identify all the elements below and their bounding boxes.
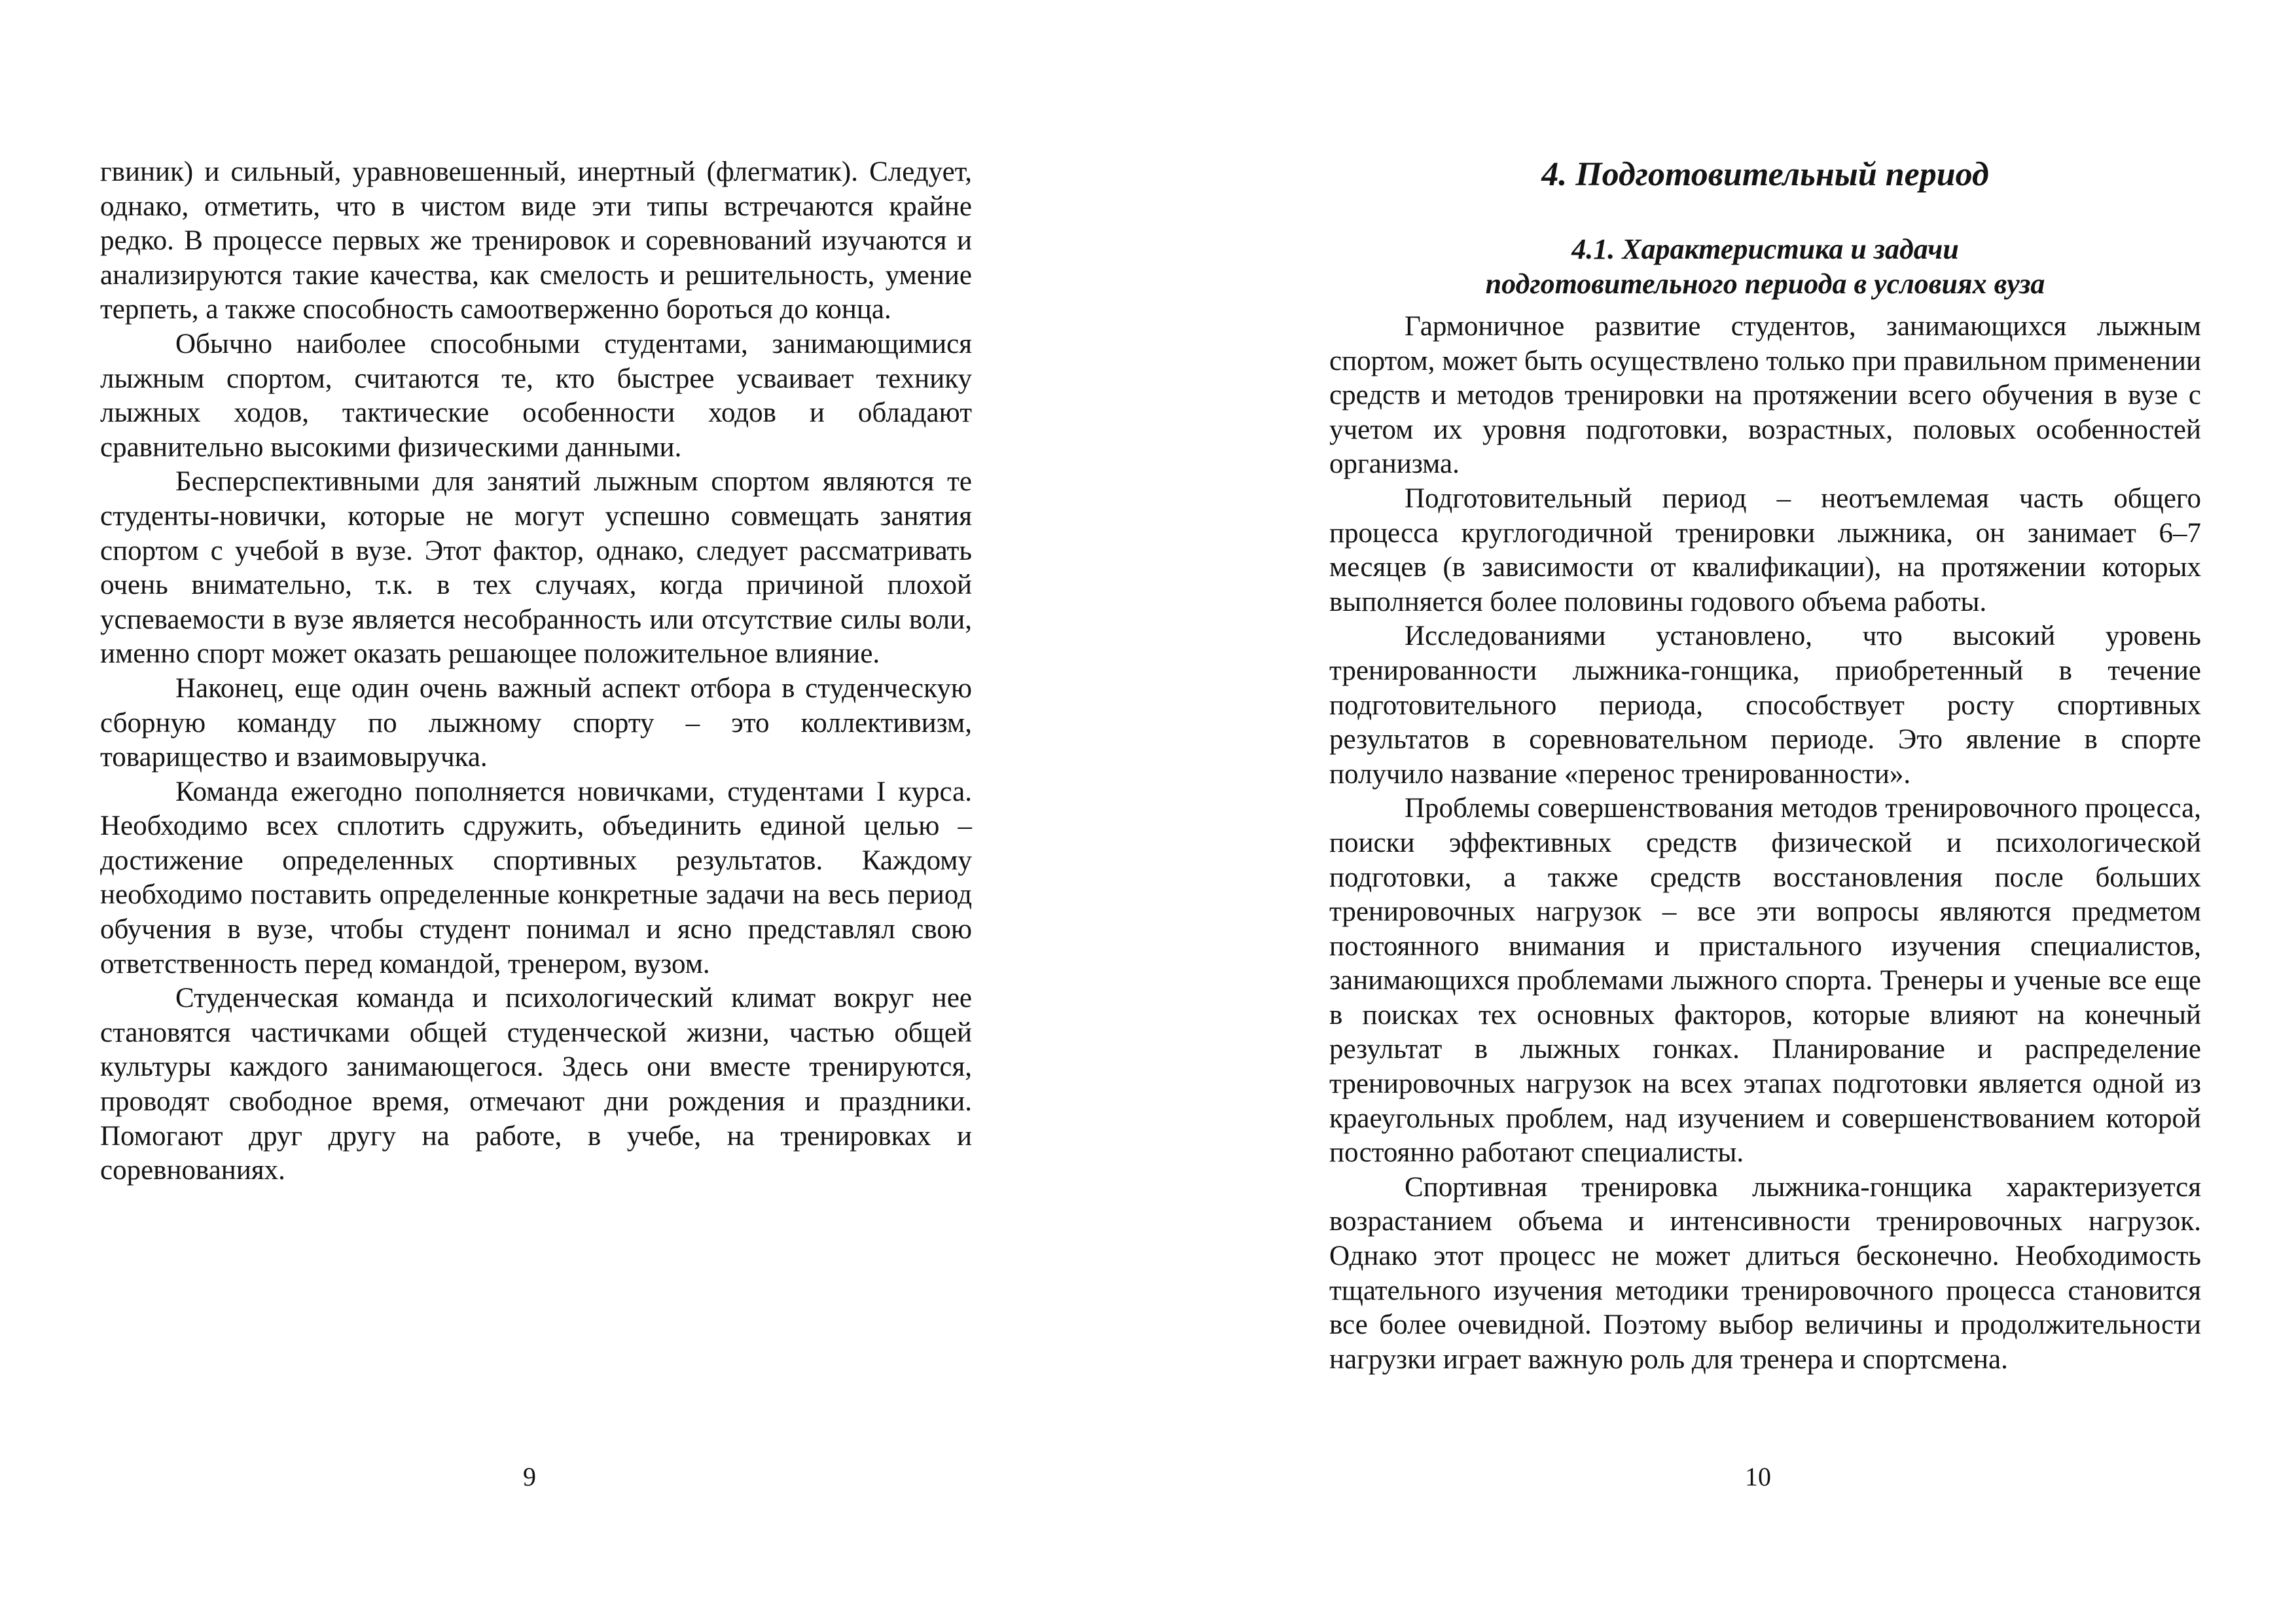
section-title <box>1329 232 2201 301</box>
paragraph: Обычно наиболее способными студентами, занимающимися лыжным спортом, считаются те, кто быстрее усваивает технику лыжных ходов, тактические особенности ходов и обладают сравнительно высокими физическими данными. <box>100 328 972 463</box>
left-page-body <box>100 155 972 1188</box>
right-page <box>1148 0 2296 1623</box>
paragraph: Наконец, еще один очень важный аспект отбора в студенческую сборную команду по лыжному спорту – это коллективизм, товарищество и взаимовыручка. <box>100 672 972 773</box>
paragraph: Проблемы совершенствования методов тренировочного процесса, поиски эффективных средств физической и психологической подготовки, а также средств восстановления после больших тренировочных нагрузок – все эти вопросы являются предметом постоянного внимания и пристального изучения специалистов, занимающихся проблемами лыжного спорта. Тренеры и ученые все еще в поисках тех основных факторов, которые влияют на конечный результат в лыжных гонках. Планирование и распределение тренировочных нагрузок на всех этапах подготовки является одной из краеугольных проблем, над изучением и совершенствованием которой постоянно работают специалисты. <box>1329 793 2201 1169</box>
paragraph: гвиник) и сильный, уравновешенный, инертный (флегматик). Следует, однако, отметить, что в чистом виде эти типы встречаются крайне редко. В процессе первых же тренировок и соревнований изучаются и анализируются такие качества, как смелость и решительность, умение терпеть, а также способность самоотверженно бороться до конца. <box>100 156 972 325</box>
right-page-body <box>1329 310 2201 1377</box>
paragraph: Бесперспективными для занятий лыжным спортом являются те студенты-новички, которые не могут успешно совмещать занятия спортом с учебой в вузе. Этот фактор, однако, следует рассматривать очень внимательно, т.к. в тех случаях, когда причиной плохой успеваемости в вузе является несобранность или отсутствие силы воли, именно спорт может оказать решающее положительное влияние. <box>100 466 972 670</box>
paragraph: Студенческая команда и психологический климат вокруг нее становятся частичками общей студенческой жизни, частью общей культуры каждого занимающегося. Здесь они вместе тренируются, проводят свободное время, отмечают дни рождения и праздники. Помогают друг другу на работе, в учебе, на тренировках и соревнованиях. <box>100 983 972 1186</box>
paragraph: Исследованиями установлено, что высокий уровень тренированности лыжника-гонщика, приобретенный в течение подготовительного периода, способствует росту спортивных результатов в соревновательном периоде. Это явление в спорте получило название «перенос тренированности». <box>1329 621 2201 790</box>
page-number: 9 <box>523 1462 536 1491</box>
chapter-title: 4. Подготовительный период <box>1541 156 1989 193</box>
paragraph: Гармоничное развитие студентов, занимающихся лыжным спортом, может быть осуществлено только при правильном применении средств и методов тренировки на протяжении всего обучения в вузе с учетом их уровня подготовки, возрастных, половых особенностей организма. <box>1329 311 2201 480</box>
section-title-line: подготовительного периода в условиях вуза <box>1485 268 2045 300</box>
page-number: 10 <box>1745 1462 1771 1491</box>
section-title-line: 4.1. Характеристика и задачи <box>1571 233 1959 265</box>
paragraph: Команда ежегодно пополняется новичками, студентами I курса. Необходимо всех сплотить сдружить, объединить единой целью – достижение определенных спортивных результатов. Каждому необходимо поставить определенные конкретные задачи на весь период обучения в вузе, чтобы студент понимал и ясно представлял свою ответственность перед командой, тренером, вузом. <box>100 776 972 979</box>
paragraph: Спортивная тренировка лыжника-гонщика характеризуется возрастанием объема и интенсивности тренировочных нагрузок. Однако этот процесс не может длиться бесконечно. Необходимость тщательного изучения методики тренировочного процесса становится все более очевидной. Поэтому выбор величины и продолжительности нагрузки играет важную роль для тренера и спортсмена. <box>1329 1171 2201 1375</box>
paragraph: Подготовительный период – неотъемлемая часть общего процесса круглогодичной тренировки лыжника, он занимает 6–7 месяцев (в зависимости от квалификации), на протяжении которых выполняется более половины годового объема работы. <box>1329 483 2201 617</box>
